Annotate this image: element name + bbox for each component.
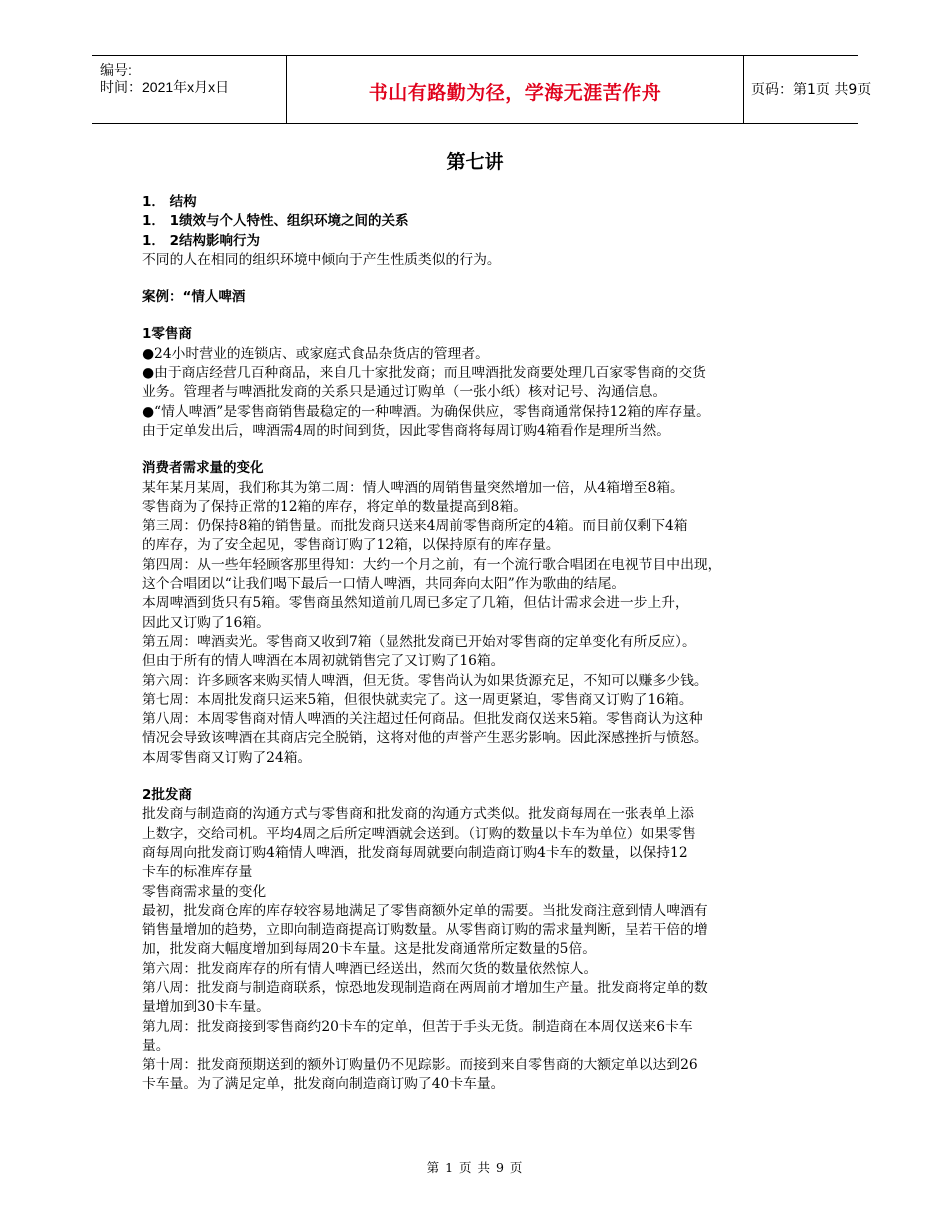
- body-line: 某年某月某周，我们称其为第二周：情人啤酒的周销售量突然增加一倍，从4箱增至8箱。: [142, 479, 684, 496]
- body-line: 第五周：啤酒卖光。零售商又收到7箱（显然批发商已开始对零售商的定单变化有所反应）。: [142, 633, 696, 650]
- body-line: 加，批发商大幅度增加到每周20卡车量。这是批发商通常所定数量的5倍。: [142, 941, 597, 958]
- body-line: 的库存，为了安全起见，零售商订购了12箱，以保持原有的库存量。: [142, 537, 560, 554]
- body-line: ●“情人啤酒”是零售商销售最稳定的一种啤酒。为确保供应，零售商通常保持12箱的库存量。: [142, 403, 710, 420]
- document-date-label: 时间：2021年x月x日: [100, 79, 230, 95]
- body-line: 第七周：本周批发商只运来5箱，但很快就卖完了。这一周更紧迫，零售商又订购了16箱。: [142, 691, 693, 708]
- body-line: 因此又订购了16箱。: [142, 614, 270, 631]
- body-line: ●24小时营业的连锁店、或家庭式食品杂货店的管理者。: [142, 345, 489, 362]
- paragraph-gap: [142, 270, 826, 288]
- paragraph-gap: [142, 768, 826, 786]
- body-line: 第八周：本周零售商对情人啤酒的关注超过任何商品。但批发商仅送来5箱。零售商认为这种: [142, 711, 703, 728]
- body-line: 卡车量。为了满足定单，批发商向制造商订购了40卡车量。: [142, 1076, 505, 1093]
- body-line: 第四周：从一些年轻顾客那里得知：大约一个月之前，有一个流行歌合唱团在电视节目中出现，: [142, 556, 722, 573]
- body-line: 第三周：仍保持8箱的销售量。而批发商只送来4周前零售商所定的4箱。而目前仅剩下4箱: [142, 518, 688, 535]
- header-motto-cell: [286, 56, 744, 123]
- section-heading: 消费者需求量的变化: [142, 460, 264, 477]
- body-line: 本周零售商又订购了24箱。: [142, 749, 312, 766]
- paragraph-gap: [142, 307, 826, 325]
- body-line: 零售商需求量的变化: [142, 883, 267, 900]
- body-line: 第六周：批发商库存的所有情人啤酒已经送出，然而欠货的数量依然惊人。: [142, 960, 598, 977]
- body-line: 零售商为了保持正常的12箱的库存，将定单的数量提高到8箱。: [142, 498, 528, 515]
- body-line: 本周啤酒到货只有5箱。零售商虽然知道前几周已多定了几箱，但估计需求会进一步上升，: [142, 595, 689, 612]
- page-title: 第七讲: [446, 151, 504, 173]
- header-page-info: 页码：第1页 共9页: [751, 82, 872, 98]
- body-line: ●由于商店经营几百种商品，来自几十家批发商；而且啤酒批发商要处理几百家零售商的交货: [142, 365, 706, 382]
- body-line: 情况会导致该啤酒在其商店完全脱销，这将对他的声誉产生恶劣影响。因此深感挫折与愤怒。: [142, 730, 708, 747]
- body-line: 商每周向批发商订购4箱情人啤酒，批发商每周就要向制造商订购4卡车的数量，以保持12: [142, 844, 688, 861]
- header-left-cell: [92, 56, 286, 123]
- header-motto: 书山有路勤为径，学海无涯苦作舟: [368, 82, 662, 104]
- page-footer: 第 1 页 共 9 页: [426, 1160, 524, 1175]
- body-line: 量。: [142, 1037, 170, 1054]
- section-heading: 1． 结构: [142, 194, 197, 210]
- body-line: 销售量增加的趋势，立即向制造商提高订购数量。从零售商订购的需求量判断，呈若干倍的增: [142, 922, 708, 939]
- body-line: 这个合唱团以“让我们喝下最后一口情人啤酒，共同奔向太阳”作为歌曲的结尾。: [142, 576, 626, 593]
- document-number-label: 编号:: [100, 62, 132, 78]
- header-page-cell: [743, 56, 872, 123]
- body-line: 第九周：批发商接到零售商约20卡车的定单，但苦于手头无货。制造商在本周仅送来6卡车: [142, 1018, 693, 1035]
- body-line: 第十周：批发商预期送到的额外订购量仍不见踪影。而接到来自零售商的大额定单以达到26: [142, 1057, 698, 1074]
- section-heading: 1． 2结构影响行为: [142, 232, 260, 249]
- section-heading: 案例：“情人啤酒: [142, 289, 246, 306]
- section-heading: 2批发商: [142, 787, 192, 804]
- body-line: 最初，批发商仓库的库存较容易地满足了零售商额外定单的需要。当批发商注意到情人啤酒有: [142, 902, 708, 919]
- document-body: [142, 193, 826, 1095]
- body-line: 第六周：许多顾客来购买情人啤酒，但无货。零售尚认为如果货源充足，不知可以赚多少钱。: [142, 672, 708, 689]
- body-line: 上数字，交给司机。平均4周之后所定啤酒就会送到。（订购的数量以卡车为单位）如果零售: [142, 825, 696, 842]
- body-line: 由于定单发出后，啤酒需4周的时间到货，因此零售商将每周订购4箱看作是理所当然。: [142, 422, 671, 439]
- body-line: 第八周：批发商与制造商联系，惊恐地发现制造商在两周前才增加生产量。批发商将定单的数: [142, 979, 708, 996]
- paragraph-gap: [142, 441, 826, 459]
- body-line: 卡车的标准库存量: [142, 864, 253, 881]
- body-line: 量增加到30卡车量。: [142, 999, 270, 1016]
- section-heading: 1． 1绩效与个人特性、组织环境之间的关系: [142, 213, 409, 230]
- body-line: 但由于所有的情人啤酒在本周初就销售完了又订购了16箱。: [142, 653, 505, 670]
- body-line: 批发商与制造商的沟通方式与零售商和批发商的沟通方式类似。批发商每周在一张表单上添: [142, 806, 694, 823]
- body-line: 业务。管理者与啤酒批发商的关系只是通过订购单（一张小纸）核对记号、沟通信息。: [142, 384, 667, 401]
- section-heading: 1零售商: [142, 326, 192, 343]
- page-header: [92, 55, 872, 124]
- body-line: 不同的人在相同的组织环境中倾向于产生性质类似的行为。: [142, 251, 501, 268]
